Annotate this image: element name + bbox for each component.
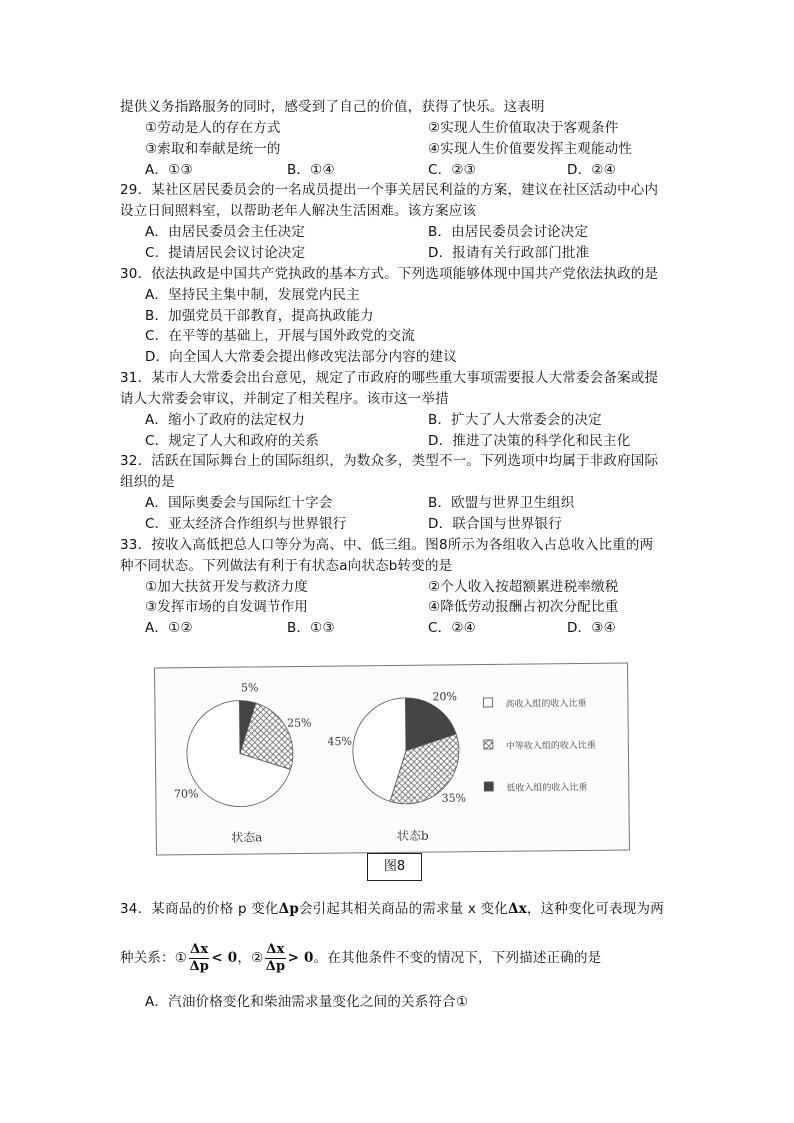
answer-choice: D．②④ [567, 161, 616, 178]
slice-label: 35% [441, 791, 467, 805]
option: A．缩小了政府的法定权力 [145, 411, 306, 428]
option: ①加大扶贫开发与救济力度 [145, 578, 309, 595]
slice-label: 5% [240, 681, 259, 695]
option: ②个人收入按超额累进税率缴税 [428, 578, 619, 595]
text: 。在其他条件不变的情况下，下列描述正确的是 [313, 950, 602, 966]
option: B．加强党员干部教育，提高执政能力 [145, 307, 374, 324]
denominator: Δp [265, 958, 286, 974]
figure-caption: 图8 [367, 853, 422, 881]
slice-label: 45% [327, 734, 352, 749]
slice-label: 25% [287, 716, 312, 730]
legend-label: 中等收入组的收入比重 [505, 740, 596, 752]
text: 会引起其相关商品的需求量 x 变化 [298, 901, 508, 917]
relation-2: > 0 [287, 950, 314, 966]
option: A．由居民委员会主任决定 [145, 224, 306, 241]
question-line: 33．按收入高低把总人口等分为高、中、低三组。图8所示为各组收入占总收入比重的两 [120, 536, 654, 553]
fraction-1 [189, 942, 209, 975]
legend-swatch [484, 740, 493, 749]
option: ③发挥市场的自发调节作用 [145, 599, 309, 616]
option: B．由居民委员会讨论决定 [428, 224, 589, 241]
slice-label: 20% [432, 690, 458, 704]
text: 34．某商品的价格 p 变化 [120, 901, 279, 917]
option: C．规定了人大和政府的关系 [145, 432, 320, 449]
question-line: 请人大常委会审议，并制定了相关程序。该市这一举措 [120, 390, 449, 407]
option: C．提请居民会议讨论决定 [145, 244, 306, 261]
answer-choice: B．①③ [287, 620, 335, 637]
option: D．联合国与世界银行 [428, 516, 562, 532]
option: C．亚太经济合作组织与世界银行 [145, 516, 347, 532]
pie-charts [155, 664, 629, 855]
option: ②实现人生价值取决于客观条件 [428, 119, 619, 136]
denominator: Δp [189, 958, 210, 974]
question-line: 提供义务指路服务的同时，感受到了自己的价值，获得了快乐。这表明 [120, 99, 545, 115]
option: ③索取和奉献是统一的 [145, 140, 281, 157]
question-line: 30．依法执政是中国共产党执政的基本方式。下列选项能够体现中国共产党依法执政的是 [120, 265, 659, 282]
q34-option-a: A．汽油价格变化和柴油需求量变化之间的关系符合① [145, 994, 469, 1010]
option: A．国际奥委会与国际红十字会 [145, 495, 333, 512]
option: D．推进了决策的科学化和民主化 [428, 432, 631, 449]
option: D．向全国人大常委会提出修改宪法部分内容的建议 [145, 349, 457, 366]
legend-swatch [484, 782, 493, 791]
numerator: Δx [190, 941, 209, 957]
question-line: 设立日间照料室，以帮助老年人解决生活困难。该方案应该 [120, 203, 477, 220]
fraction-2 [265, 942, 285, 975]
text: ，② [237, 950, 264, 966]
option: B．欧盟与世界卫生组织 [428, 495, 575, 512]
option: ④实现人生价值要发挥主观能动性 [428, 140, 633, 157]
text: ，这种变化可表现为两 [526, 901, 664, 917]
q34-line2 [120, 940, 601, 976]
option: D．报请有关行政部门批准 [428, 244, 590, 261]
answer-choice: B．①④ [287, 161, 335, 178]
answer-choice: C．②④ [428, 620, 476, 637]
question-line: 31．某市人大常委会出台意见，规定了市政府的哪些重大事项需要报人大常委会备案或提 [120, 370, 659, 387]
pie-title: 状态b [396, 828, 429, 843]
answer-choice: D．③④ [567, 620, 616, 637]
relation-1: < 0 [211, 950, 238, 966]
option: C．在平等的基础上，开展与国外政党的交流 [145, 328, 415, 345]
option: ①劳动是人的存在方式 [145, 119, 281, 136]
legend-swatch [483, 698, 492, 707]
question-line: 32．活跃在国际舞台上的国际组织，为数众多，类型不一。下列选项中均属于非政府国际 [120, 453, 659, 470]
delta-p: Δp [278, 901, 299, 917]
question-line: 29．某社区居民委员会的一名成员提出一个事关居民利益的方案，建议在社区活动中心内 [120, 182, 659, 199]
answer-choice: A．①② [145, 620, 193, 637]
option: B．扩大了人大常委会的决定 [428, 411, 602, 428]
option: ④降低劳动报酬占初次分配比重 [428, 599, 619, 616]
question-line: 种不同状态。下列做法有利于有状态a向状态b转变的是 [120, 557, 453, 574]
q34-line1 [120, 899, 664, 919]
answer-choice: A．①③ [145, 161, 193, 178]
option: A．坚持民主集中制，发展党内民主 [145, 286, 360, 303]
legend-label: 高收入组的收入比重 [505, 698, 587, 710]
legend-label: 低收入组的收入比重 [506, 782, 588, 794]
question-line: 组织的是 [120, 474, 175, 491]
slice-label: 70% [173, 787, 199, 801]
figure-8 [154, 663, 630, 856]
delta-x: Δx [507, 901, 527, 917]
pie-title: 状态a [231, 830, 263, 845]
numerator: Δx [266, 941, 285, 957]
text: 种关系：① [120, 950, 188, 966]
answer-choice: C．②③ [428, 161, 476, 178]
